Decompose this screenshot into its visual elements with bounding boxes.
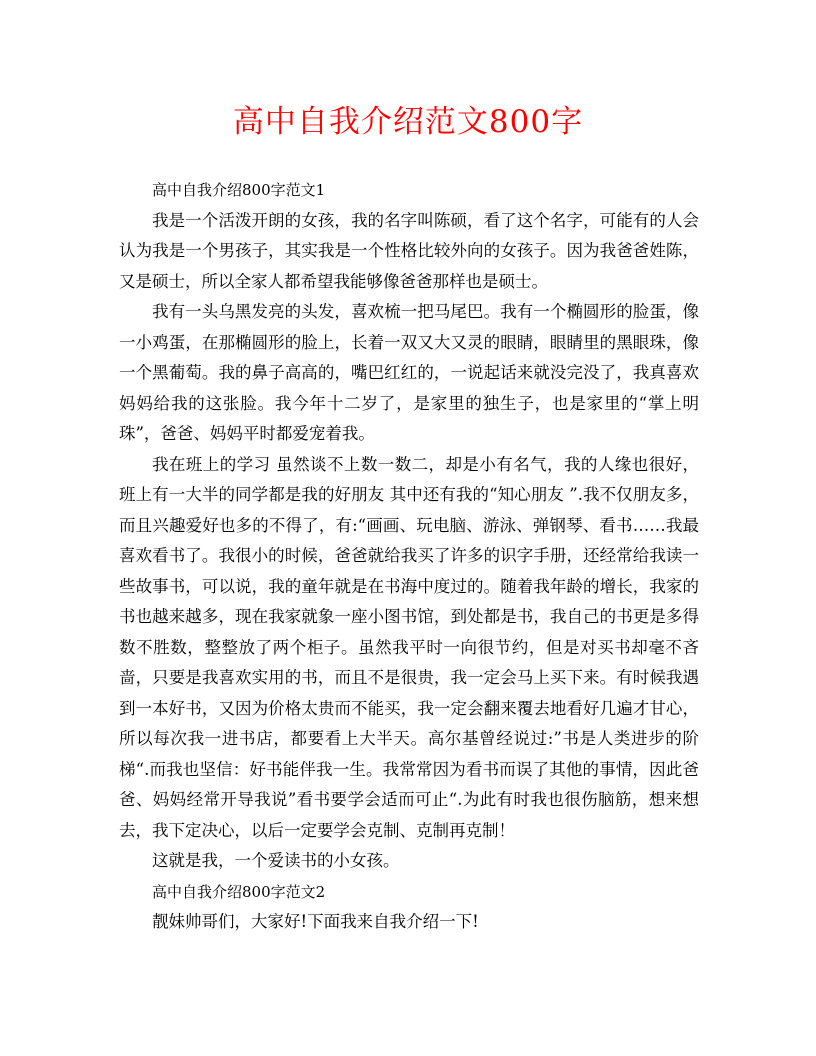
paragraph: 我在班上的学习 虽然谈不上数一数二，却是小有名气，我的人缘也很好，班上有一大半的同学都是我的好朋友 其中还有我的“知心朋友 ”.我不仅朋友多，而且兴趣爱好也多的不得了，有:“画画、玩电脑、游泳、弹钢琴、看书……我最喜欢看书了。我很小的时候，爸爸就给我买了许多的识字手册，还经常给我读一些故事书，可以说，我的童年就是在书海中度过的。随着我年龄的增长，我家的书也越来越多，现在我家就象一座小图书馆，到处都是书，我自己的书更是多得数不胜数，整整放了两个柜子。虽然我平时一向很节约，但是对买书却毫不吝啬，只要是我喜欢实用的书，而且不是很贵，我一定会马上买下来。有时候我遇到一本好书，又因为价格太贵而不能买，我一定会翻来覆去地看好几遍才甘心，所以每次我一进书店，都要看上大半天。高尔基曾经说过:”书是人类进步的阶梯“.而我也坚信：好书能伴我一生。我常常因为看书而误了其他的事情，因此爸爸、妈妈经常开导我说”看书要学会适而可止“.为此有时我也很伤脑筋，想来想去，我下定决心，以后一定要学会克制、克制再克制！ — [119, 454, 699, 840]
document-title: 高中自我介绍范文800字 — [232, 104, 584, 140]
section-heading-2: 高中自我介绍800字范文2 — [152, 882, 326, 901]
paragraph: 这就是我，一个爱读书的小女孩。 — [152, 851, 400, 870]
paragraph: 我是一个活泼开朗的女孩，我的名字叫陈硕，看了这个名字，可能有的人会认为我是一个男孩子，其实我是一个性格比较外向的女孩子。因为我爸爸姓陈，又是硕士，所以全家人都希望我能够像爸爸那样也是硕士。 — [119, 210, 699, 291]
section-heading-1: 高中自我介绍800字范文1 — [152, 181, 326, 199]
document-body — [119, 175, 699, 938]
paragraph: 靓妹帅哥们，大家好!下面我来自我介绍一下! — [152, 912, 479, 931]
paragraph: 我有一头乌黑发亮的头发，喜欢梳一把马尾巴。我有一个椭圆形的脸蛋，像一小鸡蛋，在那椭圆形的脸上，长着一双又大又灵的眼睛，眼睛里的黑眼珠，像一个黑葡萄。我的鼻子高高的，嘴巴红红的，一说起话来就没完没了，我真喜欢妈妈给我的这张脸。我今年十二岁了，是家里的独生子，也是家里的“掌上明珠”，爸爸、妈妈平时都爱宠着我。 — [119, 302, 699, 443]
